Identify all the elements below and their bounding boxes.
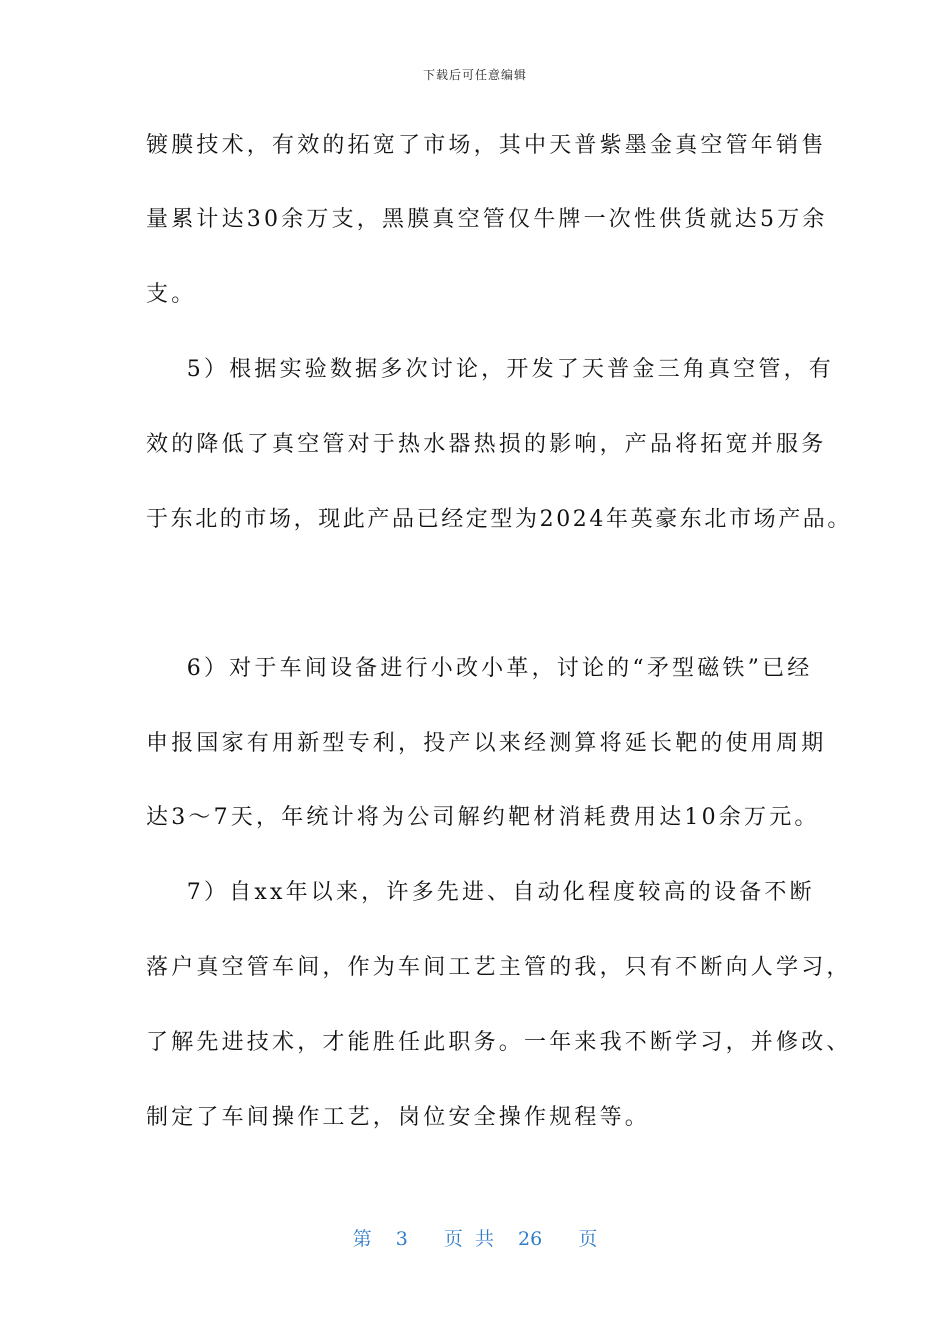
paragraph-line: 7）自xx年以来，许多先进、自动化程度较高的设备不断 [146,880,815,905]
page-number-footer: 第 3 页 共 26 页 [352,1228,598,1250]
paragraph-line: 6）对于车间设备进行小改小革，讨论的“矛型磁铁”已经 [146,656,813,681]
paragraph-line: 镀膜技术，有效的拓宽了市场，其中天普紫墨金真空管年销售 [146,133,827,158]
paragraph-line: 效的降低了真空管对于热水器热损的影响，产品将拓宽并服务 [146,432,827,457]
header-note: 下载后可任意编辑 [422,68,527,82]
paragraph-line: 落户真空管车间，作为车间工艺主管的我，只有不断向人学习， [146,955,852,980]
paragraph-line: 5）根据实验数据多次讨论，开发了天普金三角真空管，有 [146,357,834,382]
paragraph-line: 达3～7天，年统计将为公司解约靶材消耗费用达10余万元。 [146,805,820,830]
paragraph-line: 了解先进技术，才能胜任此职务。一年来我不断学习，并修改、 [146,1030,852,1055]
paragraph-line: 制定了车间操作工艺，岗位安全操作规程等。 [146,1105,651,1130]
paragraph-line: 支。 [146,282,197,307]
paragraph-line: 量累计达30余万支，黑膜真空管仅牛牌一次性供货就达5万余 [146,207,828,232]
paragraph-line: 申报国家有用新型专利，投产以来经测算将延长靶的使用周期 [146,731,827,756]
paragraph-line: 于东北的市场，现此产品已经定型为2024年英豪东北市场产品。 [146,507,852,532]
